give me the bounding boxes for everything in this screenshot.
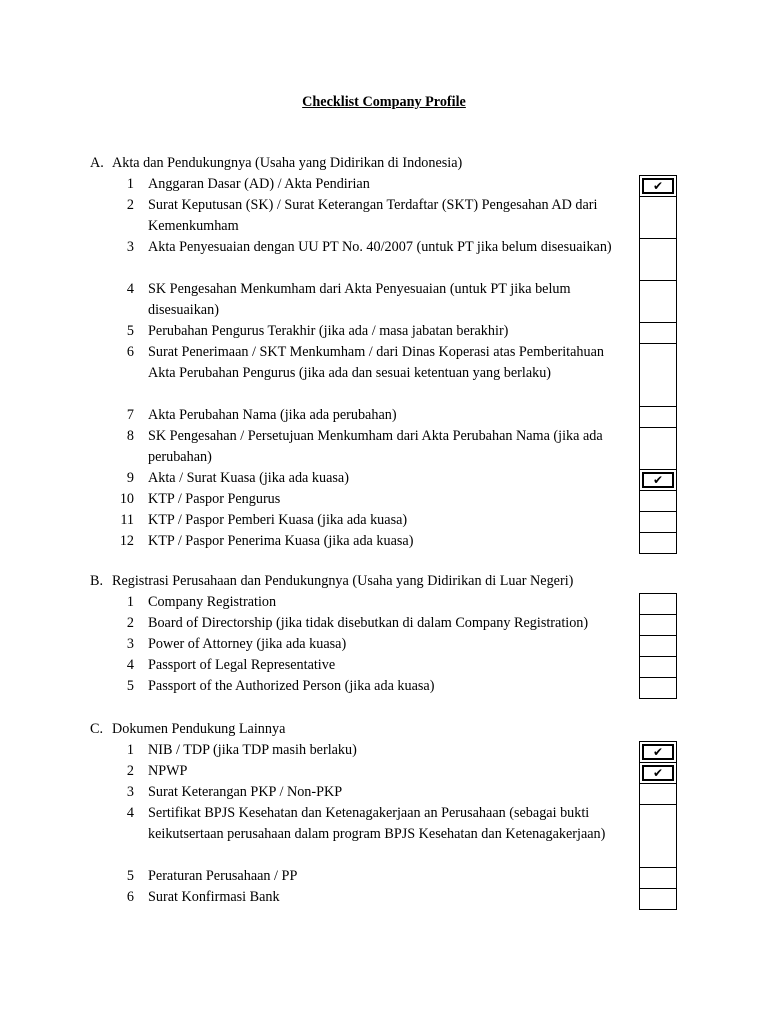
item-text: Akta Perubahan Nama (jika ada perubahan) xyxy=(148,407,397,423)
item-text: Passport of Legal Representative xyxy=(148,657,336,673)
section-heading-text: Registrasi Perusahaan dan Pendukungnya (Usaha yang Didirikan di Luar Negeri) xyxy=(112,573,574,589)
item-number: 3 xyxy=(126,636,134,652)
item-text: Sertifikat BPJS Kesehatan dan Ketenagakerjaan an Perusahaan (sebagai bukti keikutsertaan perusahaan dalam program BPJS Kesehatan dan Ketenagakerjaan) xyxy=(148,805,606,842)
checklist-item xyxy=(90,342,690,405)
item-number: 8 xyxy=(126,428,134,444)
checklist-item xyxy=(90,195,690,237)
item-text: Surat Keterangan PKP / Non-PKP xyxy=(148,784,343,800)
checkbox[interactable] xyxy=(639,238,677,281)
checkbox[interactable] xyxy=(639,867,677,889)
item-number: 2 xyxy=(126,615,134,631)
item-number: 10 xyxy=(119,491,134,507)
section-heading xyxy=(90,153,690,174)
checklist-section xyxy=(90,719,690,908)
checkbox[interactable] xyxy=(639,175,677,197)
checklist-item xyxy=(90,761,690,782)
checkbox[interactable] xyxy=(639,783,677,805)
item-number: 4 xyxy=(126,281,134,297)
checkbox[interactable] xyxy=(639,614,677,636)
item-number: 5 xyxy=(126,678,134,694)
item-text: Peraturan Perusahaan / PP xyxy=(148,868,298,884)
item-number: 1 xyxy=(126,742,134,758)
item-text: NIB / TDP (jika TDP masih berlaku) xyxy=(148,742,357,758)
item-number: 1 xyxy=(126,176,134,192)
checkbox[interactable] xyxy=(639,677,677,699)
item-text: Perubahan Pengurus Terakhir (jika ada / masa jabatan berakhir) xyxy=(148,323,509,339)
item-text: Surat Penerimaan / SKT Menkumham / dari Dinas Koperasi atas Pemberitahuan Akta Perubahan Pengurus (jika ada dan sesuai ketentuan yang berlaku) xyxy=(148,344,604,381)
item-text: KTP / Paspor Pemberi Kuasa (jika ada kuasa) xyxy=(148,512,408,528)
item-number: 5 xyxy=(126,868,134,884)
section-heading xyxy=(90,719,690,740)
item-text: Board of Directorship (jika tidak disebutkan di dalam Company Registration) xyxy=(148,615,589,631)
checkbox[interactable] xyxy=(639,741,677,763)
checkbox[interactable] xyxy=(639,196,677,239)
item-number: 12 xyxy=(119,533,134,549)
checklist-item xyxy=(90,489,690,510)
checkmark-icon: ✔ xyxy=(642,472,674,488)
checklist-section xyxy=(90,571,690,697)
checkbox[interactable] xyxy=(639,804,677,868)
item-text: Akta Penyesuaian dengan UU PT No. 40/2007 (untuk PT jika belum disesuaikan) xyxy=(148,239,612,255)
section-heading-text: Akta dan Pendukungnya (Usaha yang Didirikan di Indonesia) xyxy=(112,155,463,171)
checkbox[interactable] xyxy=(639,511,677,533)
checklist-item xyxy=(90,321,690,342)
checklist-item xyxy=(90,655,690,676)
checklist-item xyxy=(90,887,690,908)
item-number: 6 xyxy=(126,344,134,360)
item-text: SK Pengesahan Menkumham dari Akta Penyesuaian (untuk PT jika belum disesuaikan) xyxy=(148,281,571,318)
checklist-item xyxy=(90,613,690,634)
item-number: 2 xyxy=(126,763,134,779)
item-number: 11 xyxy=(120,512,134,528)
item-text: Surat Keputusan (SK) / Surat Keterangan Terdaftar (SKT) Pengesahan AD dari Kemenkumham xyxy=(148,197,598,234)
checkbox[interactable] xyxy=(639,490,677,512)
checklist-item xyxy=(90,740,690,761)
section-letter: A. xyxy=(90,155,104,171)
item-text: Company Registration xyxy=(148,594,277,610)
checklist-item xyxy=(90,782,690,803)
checkbox[interactable] xyxy=(639,427,677,470)
checklist-item xyxy=(90,803,690,866)
item-number: 4 xyxy=(126,805,134,821)
item-number: 1 xyxy=(126,594,134,610)
item-text: Power of Attorney (jika ada kuasa) xyxy=(148,636,347,652)
section-heading xyxy=(90,571,690,592)
item-number: 5 xyxy=(126,323,134,339)
item-text: Passport of the Authorized Person (jika ada kuasa) xyxy=(148,678,435,694)
item-text: NPWP xyxy=(148,763,188,779)
checkbox[interactable] xyxy=(639,532,677,554)
item-number: 9 xyxy=(126,470,134,486)
checklist-item xyxy=(90,592,690,613)
checklist-item xyxy=(90,279,690,321)
document-title: Checklist Company Profile xyxy=(302,94,466,110)
item-text: Anggaran Dasar (AD) / Akta Pendirian xyxy=(148,176,370,192)
checkbox[interactable] xyxy=(639,406,677,428)
checkbox[interactable] xyxy=(639,888,677,910)
checklist-item xyxy=(90,405,690,426)
checklist-item xyxy=(90,510,690,531)
checkbox[interactable] xyxy=(639,593,677,615)
checkmark-icon: ✔ xyxy=(642,744,674,760)
item-text: SK Pengesahan / Persetujuan Menkumham dari Akta Perubahan Nama (jika ada perubahan) xyxy=(148,428,603,465)
checkbox[interactable] xyxy=(639,635,677,657)
checklist-item xyxy=(90,634,690,655)
item-number: 2 xyxy=(126,197,134,213)
checklist-item xyxy=(90,426,690,468)
checklist-section xyxy=(90,153,690,552)
checklist-item xyxy=(90,174,690,195)
section-letter: C. xyxy=(90,721,104,737)
item-number: 3 xyxy=(126,784,134,800)
item-number: 7 xyxy=(126,407,134,423)
checkbox[interactable] xyxy=(639,469,677,491)
item-number: 4 xyxy=(126,657,134,673)
checkbox[interactable] xyxy=(639,762,677,784)
item-text: Akta / Surat Kuasa (jika ada kuasa) xyxy=(148,470,349,486)
item-text: KTP / Paspor Penerima Kuasa (jika ada kuasa) xyxy=(148,533,414,549)
checkbox[interactable] xyxy=(639,280,677,323)
checkbox[interactable] xyxy=(639,343,677,407)
checkbox[interactable] xyxy=(639,656,677,678)
item-text: KTP / Paspor Pengurus xyxy=(148,491,281,507)
section-heading-text: Dokumen Pendukung Lainnya xyxy=(112,721,286,737)
section-letter: B. xyxy=(90,573,104,589)
item-text: Surat Konfirmasi Bank xyxy=(148,889,280,905)
checkmark-icon: ✔ xyxy=(642,765,674,781)
item-number: 6 xyxy=(126,889,134,905)
checklist-item xyxy=(90,468,690,489)
checkbox[interactable] xyxy=(639,322,677,344)
checkmark-icon: ✔ xyxy=(642,178,674,194)
item-number: 3 xyxy=(126,239,134,255)
checklist-item xyxy=(90,866,690,887)
checklist-item xyxy=(90,531,690,552)
checklist-item xyxy=(90,237,690,279)
checklist-item xyxy=(90,676,690,697)
